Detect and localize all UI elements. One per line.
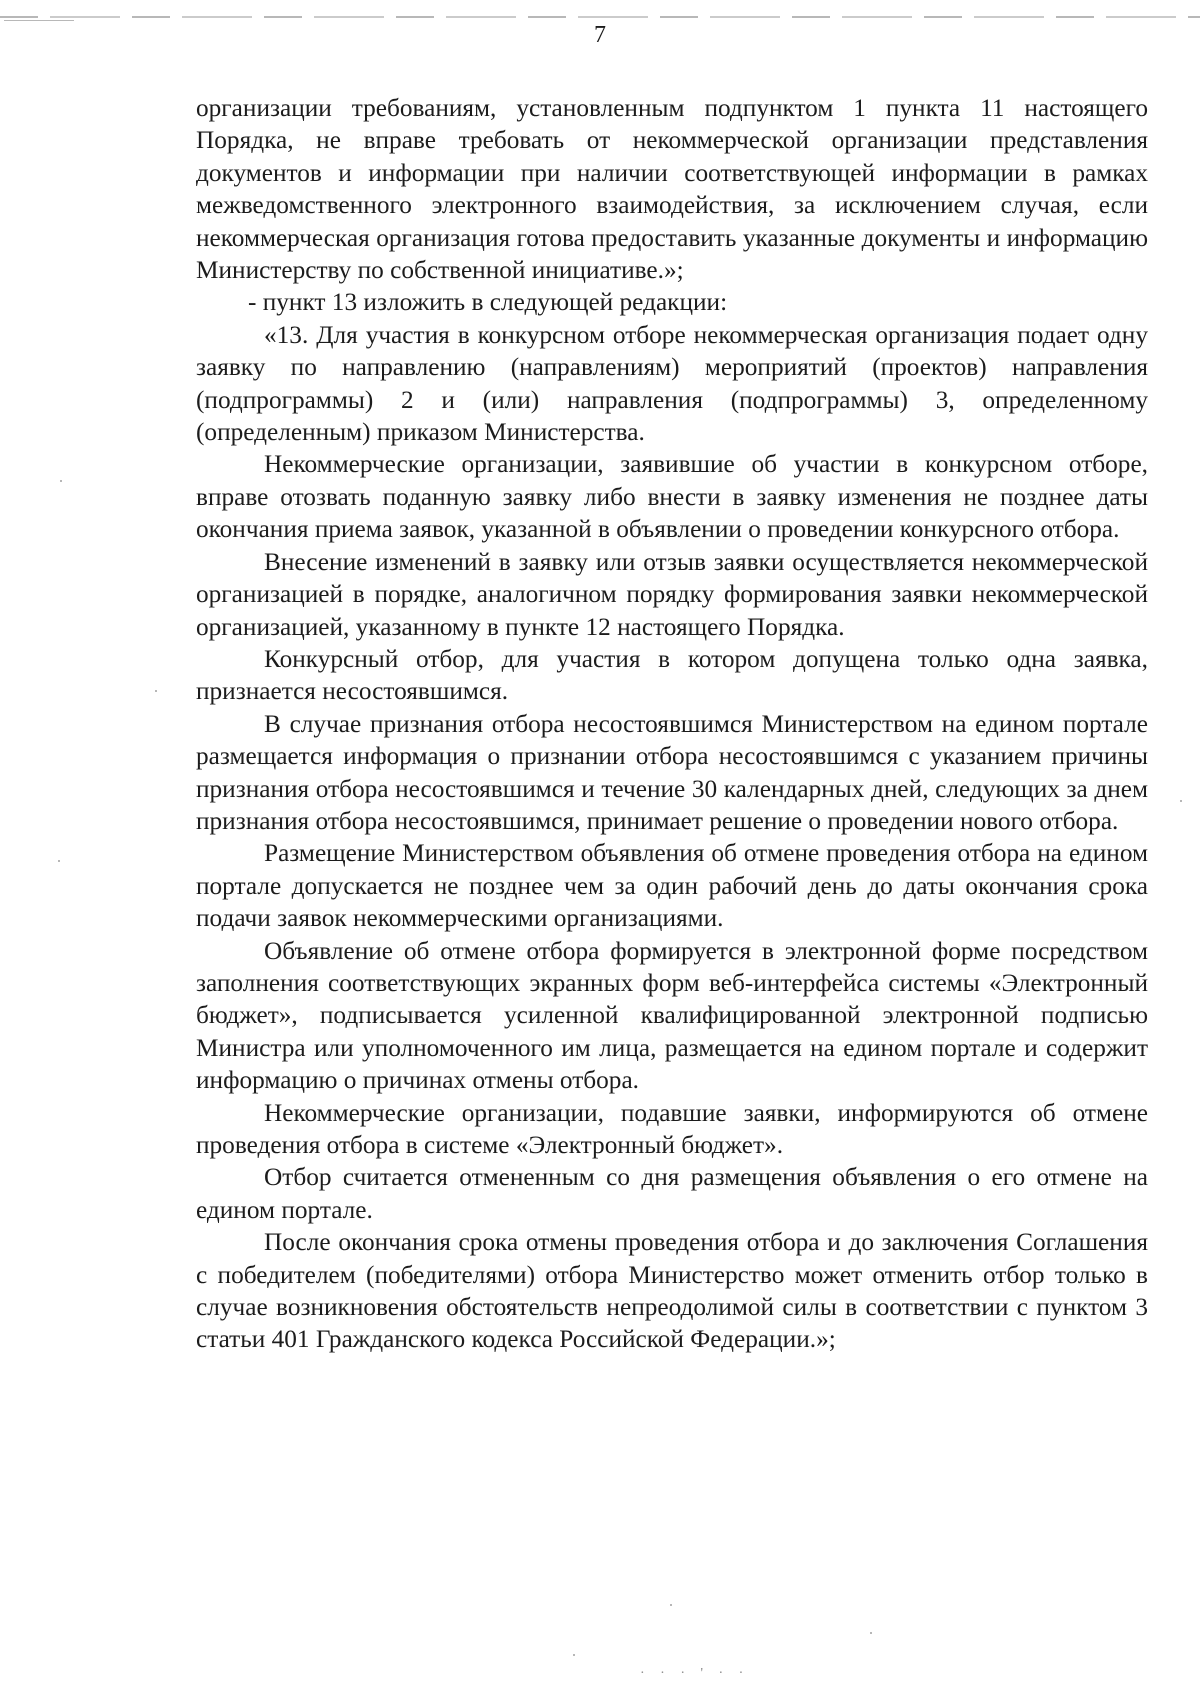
page-number: 7: [594, 22, 606, 48]
scan-speck: [670, 1604, 672, 1606]
paragraph: После окончания срока отмены проведения отбора и до заключения Соглашения с победителем (победителями) отбора Министерство может отменить отбор только в случае возникновения обстоятельств непреодолимой силы в соответствии с пунктом 3 статьи 401 Гражданского кодекса Российской Федерации.»;: [196, 1228, 1148, 1354]
paragraph: Внесение изменений в заявку или отзыв заявки осуществляется некоммерческой организацией в порядке, аналогичном порядку формирования заявки некоммерческой организацией, указанному в пункте 12 настоящего Порядка.: [196, 547, 1148, 641]
paragraph: организации требованиям, установленным подпунктом 1 пункта 11 настоящего Порядка, не вправе требовать от некоммерческой организации представления документов и информации при наличии соответствующей информации в рамках межведомственного электронного взаимодействия, за исключением случая, если некоммерческая организация готова предоставить указанные документы и информацию Министерству по собственной инициативе.»;: [196, 94, 1148, 285]
paragraph: Некоммерческие организации, подавшие заявки, информируются об отмене проведения отбора в системе «Электронный бюджет».: [196, 1098, 1148, 1159]
scan-speck: [58, 860, 60, 862]
paragraph: «13. Для участия в конкурсном отборе некоммерческая организация подает одну заявку по направлению (направлениям) мероприятий (проектов) направления (подпрограммы) 2 и (или) направления (подпрограммы) 3, определенному (определенным) приказом Министерства.: [196, 320, 1148, 447]
scan-speck: [1180, 800, 1182, 802]
scan-speck: [155, 690, 157, 692]
scan-speck: [573, 1654, 575, 1656]
scan-speck: [870, 1632, 872, 1634]
paragraph: Конкурсный отбор, для участия в котором допущена только одна заявка, признается несостоявшимся.: [196, 644, 1148, 706]
scan-speck: [60, 480, 62, 482]
paragraph: - пункт 13 изложить в следующей редакции:: [248, 288, 728, 317]
paragraph: В случае признания отбора несостоявшимся Министерством на едином портале размещается информация о признании отбора несостоявшимся с указанием причины признания отбора несостоявшимся и течение 30 календарных дней, следующих за днем признания отбора несостоявшимся, принимает решение о проведении нового отбора.: [196, 709, 1148, 835]
paragraph: Объявление об отмене отбора формируется в электронной форме посредством заполнения соответствующих экранных форм веб-интерфейса системы «Электронный бюджет», подписывается усиленной квалифицированной электронной подписью Министра или уполномоченного им лица, размещается на едином портале и содержит информацию о причинах отмены отбора.: [196, 936, 1148, 1095]
paragraph: Размещение Министерством объявления об отмене проведения отбора на едином портале допускается не позднее чем за один рабочий день до даты окончания срока подачи заявок некоммерческими организациями.: [196, 839, 1148, 933]
paragraph: Некоммерческие организации, заявившие об участии в конкурсном отборе, вправе отозвать поданную заявку либо внести в заявку изменения не позднее даты окончания приема заявок, указанной в объявлении о проведении конкурсного отбора.: [196, 450, 1148, 544]
scan-edge-line: [0, 16, 1200, 18]
document-body: [196, 92, 1148, 1356]
paragraph: Отбор считается отмененным со дня размещения объявления о его отмене на едином портале.: [196, 1163, 1148, 1224]
scan-bottom-marks: · · · ' · ·: [640, 1666, 750, 1681]
